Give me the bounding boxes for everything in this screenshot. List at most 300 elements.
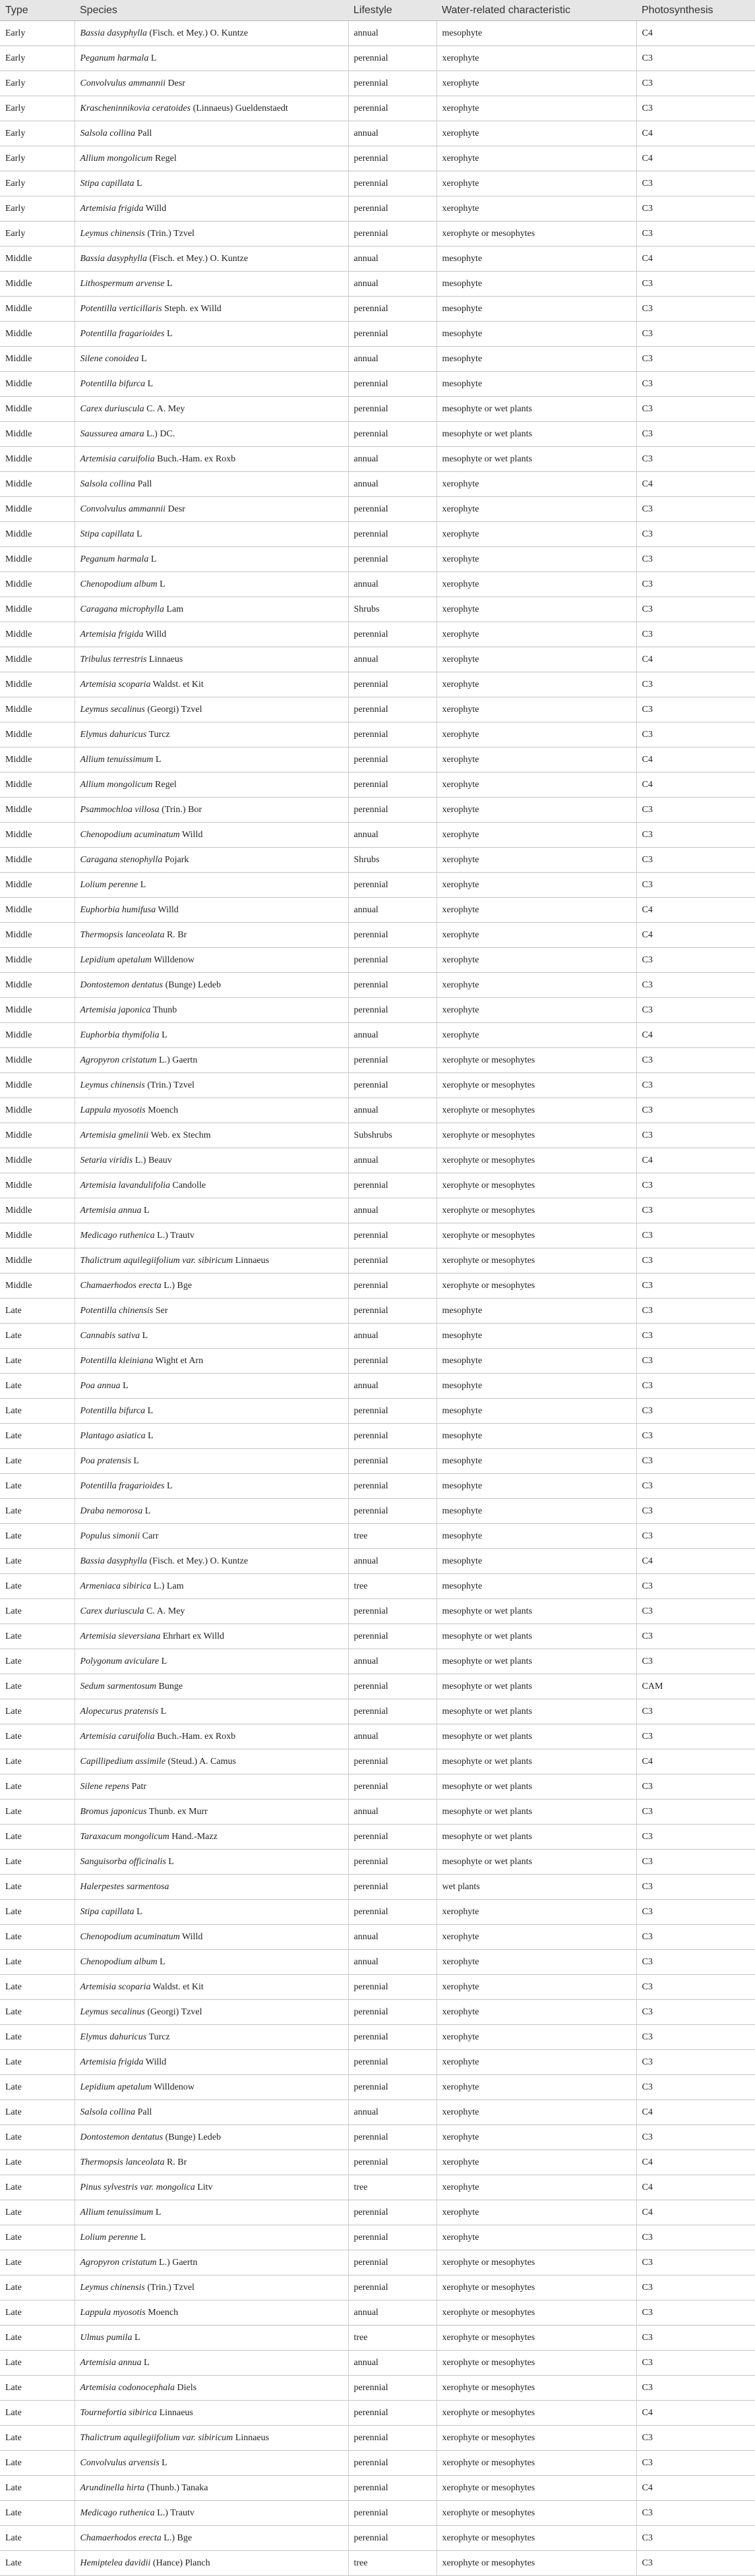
cell-species [75, 1800, 348, 1825]
cell-water: xerophyte [437, 1023, 636, 1048]
cell-type: Late [0, 2250, 75, 2275]
species-name: Allium tenuissimum [80, 2207, 154, 2217]
table-row [0, 2426, 755, 2451]
species-name: Artemisia caruifolia [80, 454, 155, 464]
cell-water: mesophyte [437, 1374, 636, 1399]
species-authority: Desr [166, 504, 185, 514]
cell-species [75, 2376, 348, 2401]
table-row [0, 146, 755, 171]
species-name: Elymus dahuricus [80, 2032, 147, 2042]
species-authority: L.) Lam [151, 1581, 184, 1591]
cell-photosynthesis: C4 [636, 747, 755, 773]
species-name: Arundinella hirta [80, 2482, 145, 2493]
table-row [0, 497, 755, 522]
cell-lifestyle: perennial [348, 1048, 437, 1073]
cell-type: Early [0, 46, 75, 71]
species-authority: L.) Trautv [154, 1230, 195, 1241]
species-name: Silene repens [80, 1781, 130, 1792]
cell-lifestyle: perennial [348, 372, 437, 397]
cell-species [75, 1449, 348, 1474]
cell-water: xerophyte or mesophytes [437, 221, 636, 247]
species-authority: Diels [174, 2382, 197, 2393]
cell-water: xerophyte [437, 1925, 636, 1950]
table-row [0, 873, 755, 898]
species-authority: R. Br [164, 929, 187, 940]
species-name: Potentilla fragarioides [80, 328, 165, 339]
table-row [0, 1599, 755, 1624]
cell-type: Middle [0, 1123, 75, 1148]
cell-lifestyle: Shrubs [348, 597, 437, 622]
cell-photosynthesis: C3 [636, 1349, 755, 1374]
cell-type: Late [0, 2175, 75, 2200]
species-name: Elymus dahuricus [80, 729, 147, 740]
cell-photosynthesis: C3 [636, 798, 755, 823]
cell-photosynthesis: C3 [636, 2376, 755, 2401]
species-authority: L [159, 1656, 167, 1666]
cell-photosynthesis: C4 [636, 923, 755, 948]
cell-photosynthesis: C3 [636, 447, 755, 472]
table-row [0, 1023, 755, 1048]
cell-water: xerophyte [437, 196, 636, 221]
species-name: Hemiptelea davidii [80, 2558, 151, 2568]
cell-lifestyle: annual [348, 1148, 437, 1173]
cell-type: Middle [0, 347, 75, 372]
table-row [0, 948, 755, 973]
cell-species [75, 2476, 348, 2501]
cell-water: mesophyte [437, 347, 636, 372]
cell-photosynthesis: C3 [636, 1299, 755, 1324]
cell-photosynthesis: C3 [636, 1825, 755, 1850]
species-authority: Waldst. et Kit [150, 1981, 204, 1992]
cell-type: Middle [0, 1223, 75, 1248]
cell-lifestyle: perennial [348, 1248, 437, 1273]
species-authority: L.) Beauv [133, 1155, 172, 1165]
cell-lifestyle: perennial [348, 2376, 437, 2401]
cell-photosynthesis: C3 [636, 1800, 755, 1825]
cell-species [75, 1374, 348, 1399]
cell-type: Middle [0, 472, 75, 497]
cell-lifestyle: annual [348, 2351, 437, 2376]
cell-water: mesophyte [437, 1299, 636, 1324]
species-authority: L [166, 1856, 174, 1867]
cell-water: mesophyte or wet plants [437, 1649, 636, 1674]
cell-photosynthesis: C3 [636, 2075, 755, 2100]
cell-species [75, 697, 348, 722]
cell-photosynthesis: C3 [636, 1599, 755, 1624]
cell-species [75, 998, 348, 1023]
species-authority: Candolle [170, 1180, 206, 1190]
species-authority: L [134, 529, 142, 539]
table-row [0, 71, 755, 96]
table-row [0, 923, 755, 948]
cell-photosynthesis: C3 [636, 1900, 755, 1925]
cell-lifestyle: tree [348, 2326, 437, 2351]
cell-type: Late [0, 1649, 75, 1674]
cell-type: Late [0, 1774, 75, 1800]
cell-type: Middle [0, 973, 75, 998]
cell-photosynthesis: C3 [636, 1449, 755, 1474]
cell-species [75, 2150, 348, 2175]
species-name: Lithospermum arvense [80, 278, 165, 289]
table-row [0, 1198, 755, 1223]
cell-type: Late [0, 2000, 75, 2025]
cell-type: Late [0, 1324, 75, 1349]
cell-species [75, 272, 348, 297]
cell-type: Late [0, 2050, 75, 2075]
cell-photosynthesis: C3 [636, 1374, 755, 1399]
species-authority: C. A. Mey [144, 1606, 185, 1616]
cell-species [75, 1399, 348, 1424]
species-authority: Turcz [146, 2032, 170, 2042]
cell-lifestyle: perennial [348, 1499, 437, 1524]
table-row [0, 2050, 755, 2075]
cell-species [75, 1073, 348, 1098]
table-row [0, 2025, 755, 2050]
species-authority: L [132, 2332, 140, 2343]
cell-water: mesophyte [437, 1449, 636, 1474]
cell-species [75, 672, 348, 697]
species-authority: L [120, 1380, 129, 1391]
table-row [0, 96, 755, 121]
cell-lifestyle: perennial [348, 2150, 437, 2175]
species-authority: L [134, 1906, 142, 1917]
cell-type: Late [0, 1474, 75, 1499]
cell-species [75, 247, 348, 272]
cell-lifestyle: annual [348, 272, 437, 297]
cell-type: Late [0, 1850, 75, 1875]
cell-photosynthesis: C3 [636, 1624, 755, 1649]
species-authority: L.) Gaertn [156, 1055, 198, 1065]
cell-photosynthesis: C3 [636, 998, 755, 1023]
cell-photosynthesis: C3 [636, 497, 755, 522]
table-row [0, 1299, 755, 1324]
species-name: Euphorbia thymifolia [80, 1030, 160, 1040]
table-row [0, 1825, 755, 1850]
table-row [0, 1524, 755, 1549]
header-type: Type [0, 0, 75, 21]
cell-water: xerophyte [437, 46, 636, 71]
cell-photosynthesis: C3 [636, 2275, 755, 2300]
species-authority: Pall [135, 128, 152, 138]
cell-type: Early [0, 96, 75, 121]
cell-photosynthesis: CAM [636, 1674, 755, 1699]
species-name: Allium tenuissimum [80, 754, 154, 765]
species-name: Capillipedium assimile [80, 1756, 166, 1767]
cell-lifestyle: perennial [348, 2125, 437, 2150]
cell-type: Late [0, 2075, 75, 2100]
cell-species [75, 372, 348, 397]
cell-species [75, 1173, 348, 1198]
table-row [0, 973, 755, 998]
cell-type: Middle [0, 773, 75, 798]
species-name: Allium mongolicum [80, 779, 153, 790]
cell-lifestyle: perennial [348, 2225, 437, 2250]
species-name: Caragana stenophylla [80, 854, 163, 865]
table-row [0, 647, 755, 672]
table-row [0, 1223, 755, 1248]
table-row [0, 2476, 755, 2501]
header-photosynthesis: Photosynthesis [636, 0, 755, 21]
cell-photosynthesis: C3 [636, 322, 755, 347]
species-authority: L.) Bge [161, 1280, 193, 1291]
table-row [0, 1123, 755, 1148]
cell-water: mesophyte or wet plants [437, 1800, 636, 1825]
cell-lifestyle: perennial [348, 1424, 437, 1449]
cell-water: xerophyte [437, 747, 636, 773]
table-row [0, 1374, 755, 1399]
cell-species [75, 1549, 348, 1574]
cell-water: mesophyte or wet plants [437, 1674, 636, 1699]
cell-lifestyle: perennial [348, 1223, 437, 1248]
species-name: Cannabis sativa [80, 1330, 140, 1341]
species-authority: (Thunb.) Tanaka [144, 2482, 208, 2493]
cell-type: Late [0, 2451, 75, 2476]
species-name: Saussurea amara [80, 428, 144, 439]
cell-photosynthesis: C3 [636, 2551, 755, 2576]
cell-type: Middle [0, 1023, 75, 1048]
table-row [0, 1774, 755, 1800]
cell-type: Late [0, 2275, 75, 2300]
cell-species [75, 1574, 348, 1599]
cell-lifestyle: perennial [348, 1975, 437, 2000]
species-authority: Linnaeus [233, 1255, 270, 1266]
species-name: Salsola collina [80, 128, 136, 138]
cell-photosynthesis: C4 [636, 898, 755, 923]
cell-water: xerophyte [437, 96, 636, 121]
cell-photosynthesis: C3 [636, 1875, 755, 1900]
cell-species [75, 1825, 348, 1850]
cell-water: xerophyte [437, 597, 636, 622]
cell-species [75, 622, 348, 647]
species-authority: Regel [152, 153, 177, 163]
cell-species [75, 1599, 348, 1624]
table-row [0, 121, 755, 146]
cell-photosynthesis: C3 [636, 2526, 755, 2551]
cell-lifestyle: perennial [348, 1599, 437, 1624]
cell-type: Late [0, 1424, 75, 1449]
table-row [0, 1399, 755, 1424]
species-authority: Web. ex Stechm [148, 1130, 211, 1140]
cell-photosynthesis: C3 [636, 297, 755, 322]
species-name: Populus simonii [80, 1531, 140, 1541]
species-authority: (Bunge) Ledeb [163, 980, 221, 990]
table-row [0, 522, 755, 547]
species-authority: L [148, 53, 157, 63]
cell-type: Middle [0, 1048, 75, 1073]
cell-lifestyle: annual [348, 572, 437, 597]
table-row [0, 823, 755, 848]
species-authority: L [134, 178, 142, 189]
cell-photosynthesis: C3 [636, 1649, 755, 1674]
species-authority: Waldst. et Kit [150, 679, 204, 689]
cell-type: Middle [0, 422, 75, 447]
cell-species [75, 422, 348, 447]
cell-species [75, 2326, 348, 2351]
cell-type: Middle [0, 522, 75, 547]
species-authority: L [145, 1430, 154, 1441]
cell-lifestyle: perennial [348, 747, 437, 773]
cell-lifestyle: annual [348, 1800, 437, 1825]
cell-type: Middle [0, 873, 75, 898]
cell-photosynthesis: C3 [636, 572, 755, 597]
table-row [0, 2376, 755, 2401]
table-row [0, 1850, 755, 1875]
cell-photosynthesis: C4 [636, 472, 755, 497]
cell-water: xerophyte [437, 848, 636, 873]
cell-photosynthesis: C3 [636, 272, 755, 297]
species-name: Potentilla bifurca [80, 378, 146, 389]
cell-species [75, 1198, 348, 1223]
cell-water: xerophyte or mesophytes [437, 2426, 636, 2451]
cell-type: Middle [0, 272, 75, 297]
cell-water: mesophyte [437, 297, 636, 322]
table-row [0, 1549, 755, 1574]
cell-photosynthesis: C4 [636, 1549, 755, 1574]
table-row [0, 1424, 755, 1449]
table-row [0, 2200, 755, 2225]
cell-photosynthesis: C3 [636, 1223, 755, 1248]
cell-type: Middle [0, 397, 75, 422]
cell-lifestyle: annual [348, 447, 437, 472]
species-authority: (Steud.) A. Camus [166, 1756, 236, 1767]
species-name: Alopecurus pratensis [80, 1706, 159, 1716]
table-row [0, 2150, 755, 2175]
species-name: Artemisia scoparia [80, 1981, 151, 1992]
cell-water: mesophyte [437, 1499, 636, 1524]
cell-lifestyle: annual [348, 1950, 437, 1975]
species-authority: (Georgi) Tzvel [144, 2006, 202, 2017]
cell-water: xerophyte [437, 923, 636, 948]
cell-species [75, 146, 348, 171]
cell-water: xerophyte or mesophytes [437, 2376, 636, 2401]
cell-lifestyle: perennial [348, 322, 437, 347]
table-row [0, 2275, 755, 2300]
cell-water: xerophyte [437, 672, 636, 697]
cell-water: xerophyte [437, 722, 636, 747]
species-authority: Willdenow [152, 2082, 195, 2092]
species-authority: Litv [195, 2182, 213, 2192]
table-row [0, 622, 755, 647]
cell-type: Early [0, 121, 75, 146]
cell-type: Middle [0, 747, 75, 773]
species-authority: Lam [164, 604, 184, 614]
cell-species [75, 1850, 348, 1875]
cell-lifestyle: perennial [348, 2050, 437, 2075]
cell-type: Late [0, 1574, 75, 1599]
species-authority: Linnaeus [146, 654, 183, 664]
cell-water: xerophyte [437, 2050, 636, 2075]
cell-species [75, 2175, 348, 2200]
cell-species [75, 171, 348, 196]
species-authority: L [131, 1455, 139, 1466]
cell-photosynthesis: C3 [636, 1474, 755, 1499]
cell-water: mesophyte [437, 1424, 636, 1449]
cell-type: Late [0, 1800, 75, 1825]
species-authority: L [157, 1956, 166, 1967]
table-row [0, 2326, 755, 2351]
species-name: Lappula myosotis [80, 1105, 146, 1115]
species-name: Tribulus terrestris [80, 654, 147, 664]
species-authority: (Georgi) Tzvel [144, 704, 202, 715]
species-authority: Willd [143, 203, 167, 214]
cell-lifestyle: perennial [348, 2451, 437, 2476]
cell-photosynthesis: C3 [636, 873, 755, 898]
cell-water: mesophyte or wet plants [437, 1774, 636, 1800]
species-name: Lepidium apetalum [80, 2082, 152, 2092]
cell-photosynthesis: C4 [636, 2175, 755, 2200]
cell-type: Late [0, 2150, 75, 2175]
cell-photosynthesis: C3 [636, 547, 755, 572]
cell-species [75, 798, 348, 823]
cell-type: Early [0, 171, 75, 196]
species-name: Krascheninnikovia ceratoides [80, 103, 191, 113]
cell-photosynthesis: C4 [636, 1023, 755, 1048]
cell-lifestyle: annual [348, 121, 437, 146]
cell-lifestyle: perennial [348, 1774, 437, 1800]
cell-species [75, 96, 348, 121]
species-authority: Buch.-Ham. ex Roxb [154, 1731, 236, 1742]
cell-lifestyle: annual [348, 1649, 437, 1674]
species-name: Artemisia annua [80, 2357, 142, 2368]
cell-photosynthesis: C3 [636, 2050, 755, 2075]
cell-photosynthesis: C3 [636, 422, 755, 447]
species-authority: L [159, 2457, 167, 2468]
species-name: Thermopsis lanceolata [80, 929, 165, 940]
cell-species [75, 497, 348, 522]
table-row [0, 1349, 755, 1374]
table-row [0, 2551, 755, 2576]
species-name: Thermopsis lanceolata [80, 2157, 165, 2167]
species-name: Medicago ruthenica [80, 2507, 155, 2518]
table-row [0, 322, 755, 347]
cell-photosynthesis: C3 [636, 1950, 755, 1975]
cell-lifestyle: perennial [348, 2401, 437, 2426]
cell-type: Late [0, 1950, 75, 1975]
species-name: Artemisia scoparia [80, 679, 151, 689]
cell-type: Early [0, 71, 75, 96]
cell-species [75, 823, 348, 848]
cell-species [75, 1925, 348, 1950]
cell-photosynthesis: C3 [636, 1524, 755, 1549]
cell-type: Middle [0, 1273, 75, 1299]
cell-water: xerophyte or mesophytes [437, 2275, 636, 2300]
cell-lifestyle: annual [348, 823, 437, 848]
cell-lifestyle: perennial [348, 1073, 437, 1098]
cell-water: mesophyte [437, 247, 636, 272]
cell-lifestyle: perennial [348, 2501, 437, 2526]
cell-photosynthesis: C3 [636, 1975, 755, 2000]
cell-lifestyle: perennial [348, 1900, 437, 1925]
table-row [0, 2451, 755, 2476]
species-authority: (Hance) Planch [150, 2558, 210, 2568]
cell-type: Middle [0, 697, 75, 722]
cell-water: xerophyte or mesophytes [437, 1173, 636, 1198]
cell-water: xerophyte [437, 823, 636, 848]
species-name: Leymus secalinus [80, 2006, 145, 2017]
species-authority: R. Br [164, 2157, 187, 2167]
cell-species [75, 1699, 348, 1724]
cell-type: Middle [0, 1173, 75, 1198]
cell-photosynthesis: C3 [636, 973, 755, 998]
cell-species [75, 1499, 348, 1524]
cell-type: Late [0, 1599, 75, 1624]
table-row [0, 1098, 755, 1123]
cell-type: Middle [0, 998, 75, 1023]
cell-type: Late [0, 2025, 75, 2050]
cell-species [75, 522, 348, 547]
species-authority: Ser [153, 1305, 168, 1316]
table-row [0, 447, 755, 472]
